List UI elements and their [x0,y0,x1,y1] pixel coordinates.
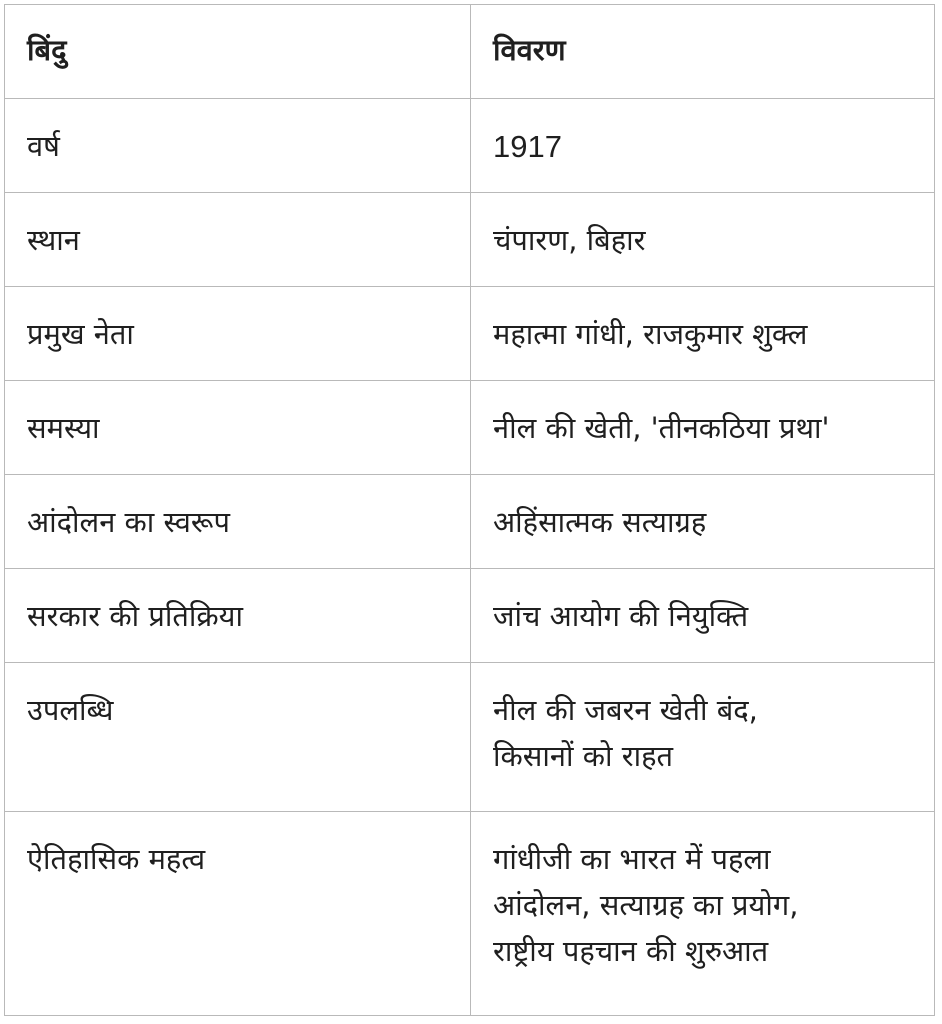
row-value [471,475,935,569]
row-label: प्रमुख नेता [5,287,471,381]
row-value-line: राष्ट्रीय पहचान की शुरुआत [493,934,769,968]
info-table [4,4,935,1016]
row-value-line: अहिंसात्मक सत्याग्रह [493,505,707,539]
row-value-line: नील की जबरन खेती बंद, [493,693,758,727]
table-row [5,381,935,475]
table-row [5,193,935,287]
row-value-line: नील की खेती, 'तीनकठिया प्रथा' [493,411,830,445]
row-label: उपलब्धि [5,663,471,812]
info-table-container [4,4,934,1016]
table-row [5,812,935,1016]
row-value-line: किसानों को राहत [493,739,674,773]
row-label: ऐतिहासिक महत्व [5,812,471,1016]
header-details: विवरण [471,5,935,99]
row-value [471,99,935,193]
row-label: समस्या [5,381,471,475]
table-row [5,287,935,381]
row-value-line: 1917 [493,129,562,164]
row-value-line: जांच आयोग की नियुक्ति [493,599,749,633]
row-label: सरकार की प्रतिक्रिया [5,569,471,663]
row-value-line: चंपारण, बिहार [493,223,646,257]
row-value-line: महात्मा गांधी, राजकुमार शुक्ल [493,317,808,351]
row-label: वर्ष [5,99,471,193]
row-value [471,812,935,1016]
row-value [471,287,935,381]
header-point: बिंदु [5,5,471,99]
table-row [5,99,935,193]
row-value [471,663,935,812]
row-value [471,193,935,287]
row-value [471,381,935,475]
table-row [5,663,935,812]
row-value-line: गांधीजी का भारत में पहला [493,842,771,876]
table-header-row [5,5,935,99]
table-row [5,475,935,569]
row-value-line: आंदोलन, सत्याग्रह का प्रयोग, [493,888,799,922]
row-label: स्थान [5,193,471,287]
table-row [5,569,935,663]
row-label: आंदोलन का स्वरूप [5,475,471,569]
row-value [471,569,935,663]
